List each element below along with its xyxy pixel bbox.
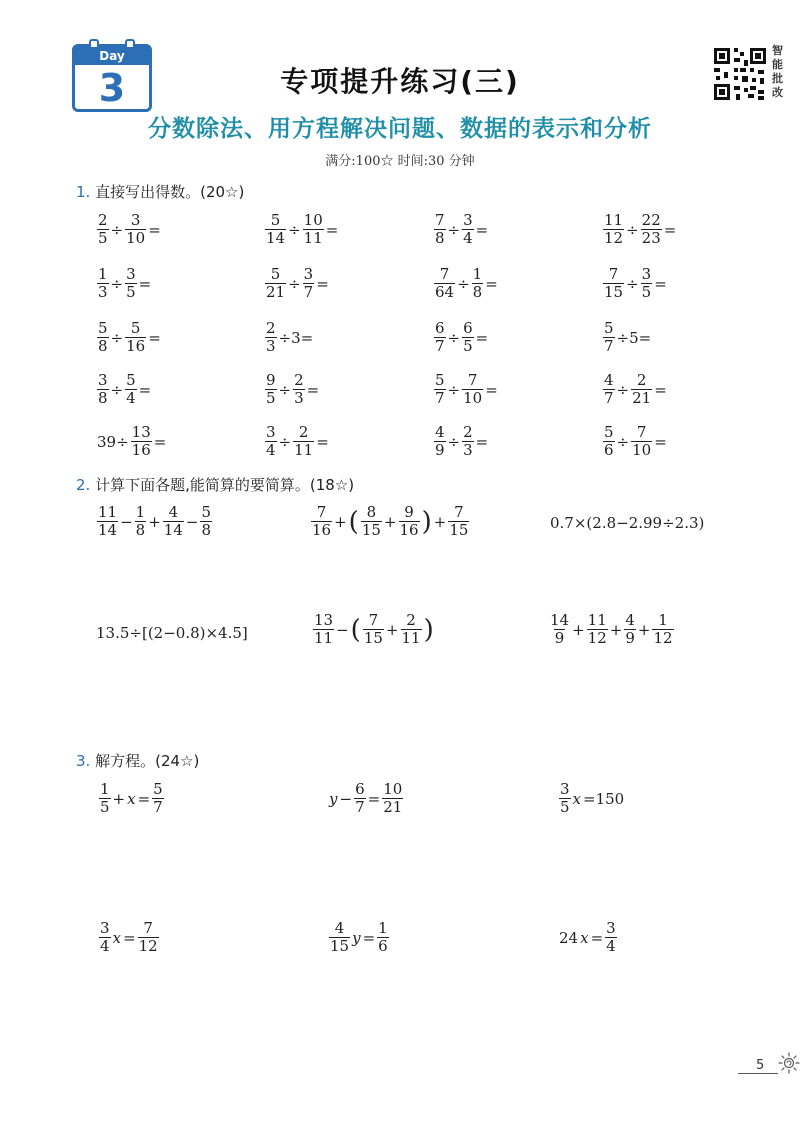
fraction: $\frac{11}{14}$ bbox=[98, 503, 118, 539]
problem-2-1: $\frac{1}{3}$ ÷ $\frac{3}{5}$ = bbox=[98, 265, 152, 301]
fraction: $\frac{1}{12}$ bbox=[653, 611, 673, 647]
qr-code-icon[interactable] bbox=[712, 46, 768, 102]
page-title: 专项提升练习(三) bbox=[280, 65, 520, 98]
fraction: $\frac{1}{8}$ bbox=[135, 503, 146, 539]
day-number: 3 bbox=[98, 66, 126, 110]
fraction: $\frac{14}{9}$ bbox=[550, 611, 570, 647]
fraction: $\frac{4}{15}$ bbox=[330, 919, 350, 955]
fraction: $\frac{1}{5}$ bbox=[100, 780, 110, 816]
section-2-heading bbox=[76, 474, 354, 495]
problem-5-2: $\frac{3}{4}$ ÷ $\frac{2}{11}$ = bbox=[266, 423, 329, 459]
calc-problem-1: $\frac{11}{14}$ − $\frac{1}{8}$ + $\frac{4}{14}$ − $\frac{5}{8}$ bbox=[98, 503, 212, 539]
fraction: $\frac{4}{7}$ bbox=[604, 371, 614, 407]
calc-problem-2: $\frac{7}{16}$ + ( $\frac{8}{15}$ + $\frac{9}{16}$ ) + $\frac{7}{15}$ bbox=[312, 503, 469, 539]
fraction: $\frac{2}{3}$ bbox=[294, 371, 304, 407]
fraction: $\frac{8}{15}$ bbox=[361, 503, 381, 539]
problem-3-2: $\frac{2}{3}$ ÷3= bbox=[266, 319, 314, 355]
fraction: $\frac{11}{12}$ bbox=[587, 611, 607, 647]
problem-1-3: $\frac{7}{8}$ ÷ $\frac{3}{4}$ = bbox=[435, 211, 489, 247]
fraction: $\frac{6}{7}$ bbox=[435, 319, 445, 355]
equation-3: $\frac{3}{5}$ x =150 bbox=[560, 780, 625, 816]
problem-2-4: $\frac{7}{15}$ ÷ $\frac{3}{5}$ = bbox=[604, 265, 667, 301]
page-number: 5 bbox=[738, 1058, 778, 1074]
fraction: $\frac{5}{21}$ bbox=[266, 265, 286, 301]
fraction: $\frac{3}{10}$ bbox=[126, 211, 146, 247]
problem-1-1: $\frac{2}{5}$ ÷ $\frac{3}{10}$ = bbox=[98, 211, 161, 247]
fraction: $\frac{1}{6}$ bbox=[378, 919, 388, 955]
section-3-heading bbox=[76, 750, 199, 771]
fraction: $\frac{4}{14}$ bbox=[163, 503, 183, 539]
fraction: $\frac{2}{5}$ bbox=[98, 211, 108, 247]
fraction: $\frac{9}{16}$ bbox=[399, 503, 419, 539]
problem-1-2: $\frac{5}{14}$ ÷ $\frac{10}{11}$ = bbox=[266, 211, 339, 247]
equation-5: $\frac{4}{15}$ y = $\frac{1}{6}$ bbox=[330, 919, 388, 955]
fraction: $\frac{3}{5}$ bbox=[126, 265, 136, 301]
fraction: $\frac{3}{8}$ bbox=[98, 371, 108, 407]
section-text: 直接写出得数。(20☆) bbox=[95, 183, 245, 201]
fraction: $\frac{5}{6}$ bbox=[604, 423, 614, 459]
problem-1-4: $\frac{11}{12}$ ÷ $\frac{22}{23}$ = bbox=[604, 211, 677, 247]
fraction: $\frac{7}{12}$ bbox=[138, 919, 158, 955]
fraction: $\frac{13}{16}$ bbox=[131, 423, 151, 459]
problem-4-4: $\frac{4}{7}$ ÷ $\frac{2}{21}$ = bbox=[604, 371, 667, 407]
page-subtitle: 分数除法、用方程解决问题、数据的表示和分析 bbox=[148, 116, 652, 142]
fraction: $\frac{2}{11}$ bbox=[294, 423, 314, 459]
problem-3-1: $\frac{5}{8}$ ÷ $\frac{5}{16}$ = bbox=[98, 319, 161, 355]
fraction: $\frac{5}{4}$ bbox=[126, 371, 136, 407]
fraction: $\frac{6}{7}$ bbox=[355, 780, 365, 816]
fraction: $\frac{2}{3}$ bbox=[463, 423, 473, 459]
fraction: $\frac{7}{10}$ bbox=[632, 423, 652, 459]
problem-4-1: $\frac{3}{8}$ ÷ $\frac{5}{4}$ = bbox=[98, 371, 152, 407]
problem-5-4: $\frac{5}{6}$ ÷ $\frac{7}{10}$ = bbox=[604, 423, 667, 459]
section-number: 3. bbox=[76, 752, 91, 770]
fraction: $\frac{4}{9}$ bbox=[435, 423, 445, 459]
fraction: $\frac{4}{9}$ bbox=[625, 611, 635, 647]
fraction: $\frac{5}{7}$ bbox=[435, 371, 445, 407]
fraction: $\frac{7}{8}$ bbox=[435, 211, 445, 247]
section-1-heading bbox=[76, 181, 244, 202]
score-time-info: 满分:100☆ 时间:30 分钟 bbox=[325, 154, 475, 169]
problem-3-3: $\frac{6}{7}$ ÷ $\frac{6}{5}$ = bbox=[435, 319, 489, 355]
equation-2: y − $\frac{6}{7}$ = $\frac{10}{21}$ bbox=[329, 780, 403, 816]
fraction: $\frac{7}{10}$ bbox=[463, 371, 483, 407]
section-text: 计算下面各题,能简算的要简算。(18☆) bbox=[95, 476, 355, 494]
equation-1: $\frac{1}{5}$ + x = $\frac{5}{7}$ bbox=[100, 780, 163, 816]
fraction: $\frac{2}{11}$ bbox=[401, 611, 421, 647]
fraction: $\frac{2}{3}$ bbox=[266, 319, 276, 355]
problem-3-4: $\frac{5}{7}$ ÷5= bbox=[604, 319, 652, 355]
fraction: $\frac{5}{8}$ bbox=[98, 319, 108, 355]
fraction: $\frac{5}{7}$ bbox=[153, 780, 163, 816]
calc-problem-3: 0.7×(2.8−2.99÷2.3) bbox=[550, 514, 705, 532]
fraction: $\frac{5}{8}$ bbox=[201, 503, 212, 539]
fraction: $\frac{3}{4}$ bbox=[100, 919, 110, 955]
smart-grading-label: 智能批改 bbox=[772, 44, 783, 99]
sun-swirl-icon bbox=[778, 1052, 800, 1074]
fraction: $\frac{5}{7}$ bbox=[604, 319, 614, 355]
equation-6: 24 x = $\frac{3}{4}$ bbox=[559, 919, 616, 955]
problem-2-2: $\frac{5}{21}$ ÷ $\frac{3}{7}$ = bbox=[266, 265, 329, 301]
calc-problem-5: $\frac{13}{11}$ − ( $\frac{7}{15}$ + $\frac{2}{11}$ ) bbox=[314, 611, 434, 647]
section-text: 解方程。(24☆) bbox=[95, 752, 200, 770]
fraction: $\frac{3}{5}$ bbox=[560, 780, 570, 816]
problem-5-1: 39÷ $\frac{13}{16}$ = bbox=[97, 423, 167, 459]
fraction: $\frac{3}{4}$ bbox=[606, 919, 616, 955]
fraction: $\frac{5}{16}$ bbox=[126, 319, 146, 355]
equation-4: $\frac{3}{4}$ x = $\frac{7}{12}$ bbox=[100, 919, 158, 955]
fraction: $\frac{3}{4}$ bbox=[266, 423, 276, 459]
calc-problem-6: $\frac{14}{9}$ + $\frac{11}{12}$ + $\frac{4}{9}$ + $\frac{1}{12}$ bbox=[550, 611, 673, 647]
fraction: $\frac{1}{3}$ bbox=[98, 265, 108, 301]
problem-5-3: $\frac{4}{9}$ ÷ $\frac{2}{3}$ = bbox=[435, 423, 489, 459]
fraction: $\frac{7}{16}$ bbox=[312, 503, 332, 539]
calc-problem-4: 13.5÷[(2−0.8)×4.5] bbox=[96, 624, 248, 642]
fraction: $\frac{10}{11}$ bbox=[303, 211, 323, 247]
fraction: $\frac{3}{7}$ bbox=[303, 265, 314, 301]
fraction: $\frac{6}{5}$ bbox=[463, 319, 473, 355]
problem-2-3: $\frac{7}{64}$ ÷ $\frac{1}{8}$ = bbox=[435, 265, 498, 301]
fraction: $\frac{7}{15}$ bbox=[604, 265, 624, 301]
fraction: $\frac{9}{5}$ bbox=[266, 371, 276, 407]
fraction: $\frac{5}{14}$ bbox=[266, 211, 286, 247]
section-number: 1. bbox=[76, 183, 91, 201]
fraction: $\frac{7}{15}$ bbox=[449, 503, 469, 539]
fraction: $\frac{3}{5}$ bbox=[641, 265, 652, 301]
fraction: $\frac{11}{12}$ bbox=[604, 211, 624, 247]
fraction: $\frac{10}{21}$ bbox=[383, 780, 403, 816]
fraction: $\frac{2}{21}$ bbox=[632, 371, 652, 407]
fraction: $\frac{7}{64}$ bbox=[435, 265, 455, 301]
fraction: $\frac{7}{15}$ bbox=[363, 611, 383, 647]
fraction: $\frac{1}{8}$ bbox=[472, 265, 483, 301]
fraction: $\frac{13}{11}$ bbox=[314, 611, 334, 647]
problem-4-2: $\frac{9}{5}$ ÷ $\frac{2}{3}$ = bbox=[266, 371, 320, 407]
problem-4-3: $\frac{5}{7}$ ÷ $\frac{7}{10}$ = bbox=[435, 371, 498, 407]
day-label: Day bbox=[75, 47, 149, 65]
fraction: $\frac{22}{23}$ bbox=[641, 211, 661, 247]
section-number: 2. bbox=[76, 476, 91, 494]
fraction: $\frac{3}{4}$ bbox=[463, 211, 473, 247]
